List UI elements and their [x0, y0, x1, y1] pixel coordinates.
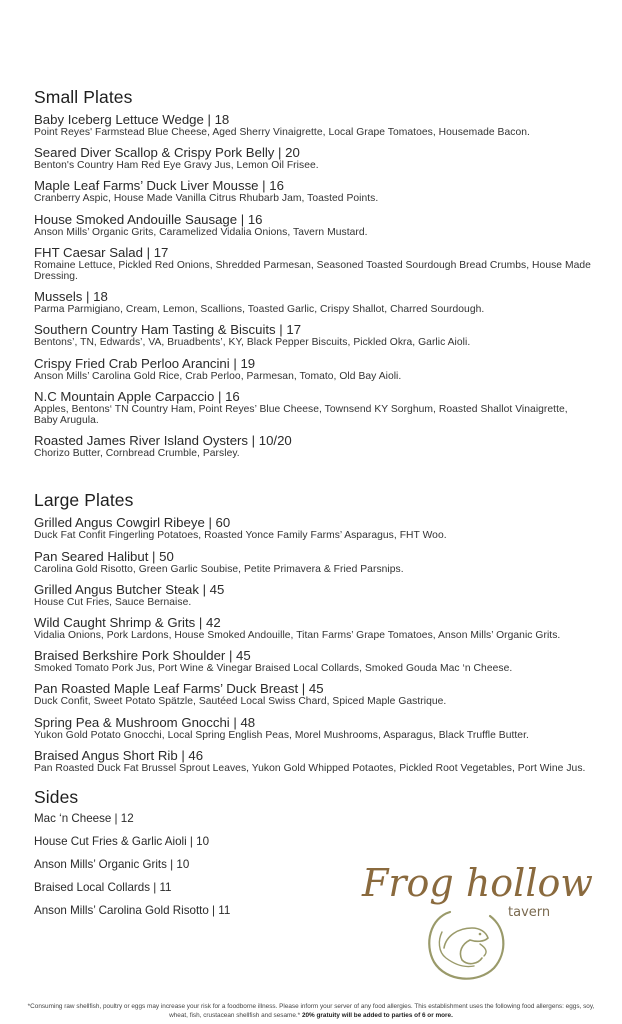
menu-item-title: Crispy Fried Crab Perloo Arancini | 19: [34, 355, 256, 371]
menu-item-description: Cranberry Aspic, House Made Vanilla Citrus Rhubarb Jam, Toasted Points.: [34, 193, 379, 205]
menu-item-description: House Cut Fries, Sauce Bernaise.: [34, 596, 192, 608]
menu-item: [34, 648, 594, 674]
menu-item: [34, 112, 594, 138]
menu-item-description: Smoked Tomato Pork Jus, Port Wine & Vinegar Braised Local Collards, Smoked Gouda Mac ‘n Cheese.: [34, 663, 513, 675]
logo-wordmark: Frog hollow: [362, 861, 593, 905]
menu-item-description: Carolina Gold Risotto, Green Garlic Soubise, Petite Primavera & Fried Parsnips.: [34, 563, 404, 575]
menu-item: [34, 748, 594, 774]
menu-item: [34, 715, 594, 741]
menu-item: [34, 681, 594, 707]
menu-item-description: Pan Roasted Duck Fat Brussel Sprout Leaves, Yukon Gold Whipped Potaotes, Pickled Root Vegetables, Port Wine Jus.: [34, 762, 586, 774]
menu-item-description: Parma Parmigiano, Cream, Lemon, Scallions, Toasted Garlic, Crispy Shallot, Charred Sourdough.: [34, 304, 485, 316]
side-item: Anson Mills’ Organic Grits | 10: [34, 858, 190, 872]
menu-item-description: Vidalia Onions, Pork Lardons, House Smoked Andouille, Titan Farms’ Grape Tomatoes, Anson Mills’ Organic Grits.: [34, 630, 561, 642]
menu-item: [34, 145, 594, 171]
menu-item-description: Romaine Lettuce, Pickled Red Onions, Shredded Parmesan, Seasoned Toasted Sourdough Bread Crumbs, House Made Dressing.: [34, 259, 591, 283]
menu-item-title: Wild Caught Shrimp & Grits | 42: [34, 615, 221, 631]
menu-item: [34, 212, 594, 238]
gratuity-notice: 20% gratuity will be added to parties of 6 or more.: [301, 1011, 453, 1019]
menu-item-title: Maple Leaf Farms’ Duck Liver Mousse | 16: [34, 178, 284, 194]
menu-item-description: Bentons’, TN, Edwards’, VA, Bruadbents’, KY, Black Pepper Biscuits, Pickled Okra, Garlic Aioli.: [34, 337, 471, 349]
menu-item: [34, 356, 594, 382]
menu-item-title: Roasted James River Island Oysters | 10/20: [34, 433, 292, 449]
menu-item-title: FHT Caesar Salad | 17: [34, 244, 169, 260]
menu-item: [34, 582, 594, 608]
section-title: Large Plates: [34, 490, 134, 511]
side-item: Braised Local Collards | 11: [34, 881, 172, 895]
menu-item-title: Grilled Angus Cowgirl Ribeye | 60: [34, 515, 231, 531]
allergen-notice: *Consuming raw shellfish, poultry or eggs may increase your risk for a foodborne illness. Please inform your server of any food allergies. This establishment uses the following food allergens: eggs, soy, wheat, fish, crustacean shellfish and sesame.*: [27, 1003, 595, 1019]
menu-item-description: Chorizo Butter, Cornbread Crumble, Parsley.: [34, 448, 240, 460]
menu-item: [34, 245, 594, 282]
menu-item: [34, 322, 594, 348]
side-item: House Cut Fries & Garlic Aioli | 10: [34, 835, 210, 849]
menu-item: [34, 549, 594, 575]
menu-item-title: Braised Angus Short Rib | 46: [34, 747, 204, 763]
menu-item-description: Yukon Gold Potato Gnocchi, Local Spring English Peas, Morel Mushrooms, Asparagus, Black Truffle Butter.: [34, 729, 529, 741]
menu-item-description: Duck Confit, Sweet Potato Spätzle, Sautéed Local Swiss Chard, Spiced Maple Gastrique.: [34, 696, 447, 708]
side-item: Mac ‘n Cheese | 12: [34, 812, 134, 826]
menu-item-description: Anson Mills’ Organic Grits, Caramelized Vidalia Onions, Tavern Mustard.: [34, 226, 368, 238]
menu-item-description: Benton's Country Ham Red Eye Gravy Jus, Lemon Oil Frisee.: [34, 160, 319, 172]
frog-hollow-logo: [358, 852, 593, 984]
menu-item-title: Pan Roasted Maple Leaf Farms’ Duck Breast | 45: [34, 681, 324, 697]
menu-item: [34, 289, 594, 315]
allergen-footer: [20, 1003, 602, 1020]
logo-subtitle: tavern: [508, 905, 551, 920]
menu-item-description: Point Reyes' Farmstead Blue Cheese, Aged Sherry Vinaigrette, Local Grape Tomatoes, Housemade Bacon.: [34, 127, 530, 138]
menu-item: [34, 615, 594, 641]
menu-item-title: Braised Berkshire Pork Shoulder | 45: [34, 648, 251, 664]
side-item: Anson Mills’ Carolina Gold Risotto | 11: [34, 904, 231, 918]
section-large-plates: [34, 489, 594, 774]
menu-item-title: House Smoked Andouille Sausage | 16: [34, 211, 263, 227]
menu-item-title: Pan Seared Halibut | 50: [34, 548, 174, 564]
menu-item-description: Duck Fat Confit Fingerling Potatoes, Roasted Yonce Family Farms’ Asparagus, FHT Woo.: [34, 530, 447, 542]
menu-item-title: N.C Mountain Apple Carpaccio | 16: [34, 388, 240, 404]
menu-item-title: Seared Diver Scallop & Crispy Pork Belly | 20: [34, 145, 300, 161]
menu-item-title: Southern Country Ham Tasting & Biscuits | 17: [34, 322, 302, 338]
frog-logo-icon: [358, 852, 593, 984]
menu-item-title: Mussels | 18: [34, 289, 108, 305]
menu-item-title: Grilled Angus Butcher Steak | 45: [34, 581, 225, 597]
menu-page: [34, 86, 594, 927]
section-title: Sides: [34, 787, 79, 808]
menu-item: [34, 433, 594, 459]
menu-item-title: Baby Iceberg Lettuce Wedge | 18: [34, 112, 230, 127]
menu-item: [34, 389, 594, 426]
menu-item: [34, 178, 594, 204]
menu-item-description: Anson Mills’ Carolina Gold Rice, Crab Perloo, Parmesan, Tomato, Old Bay Aioli.: [34, 370, 402, 382]
menu-item-title: Spring Pea & Mushroom Gnocchi | 48: [34, 714, 256, 730]
menu-item: [34, 515, 594, 541]
menu-item-description: Apples, Bentons‘ TN Country Ham, Point Reyes’ Blue Cheese, Townsend KY Sorghum, Roasted Shallot Vinaigrette, Baby Arugula.: [34, 403, 568, 427]
section-title: Small Plates: [34, 87, 133, 107]
section-small-plates: [34, 86, 594, 459]
